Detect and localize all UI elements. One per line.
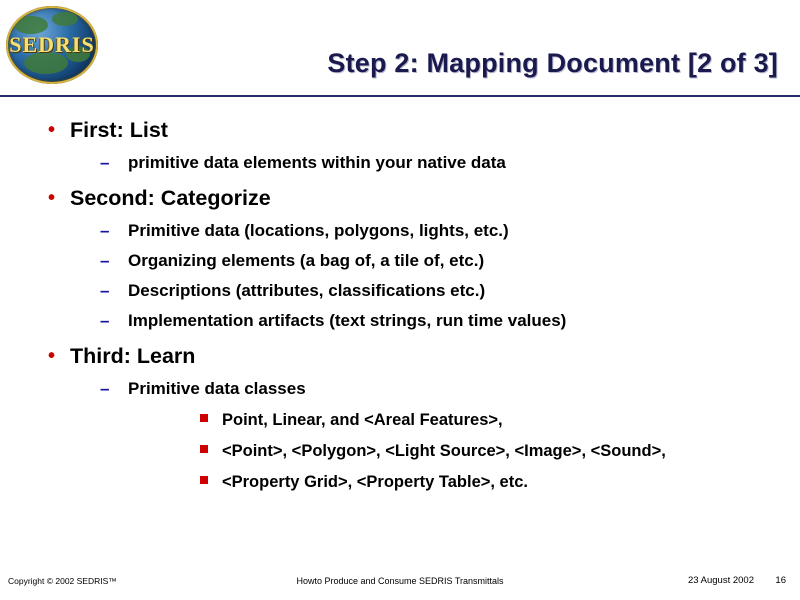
list-item-label: Implementation artifacts (text strings, run time values) bbox=[128, 311, 567, 330]
list-item-label: Primitive data classes bbox=[128, 379, 306, 398]
list-item-label: Primitive data (locations, polygons, lights, etc.) bbox=[128, 221, 509, 240]
list-item-label: primitive data elements within your native data bbox=[128, 153, 506, 172]
list-item bbox=[70, 309, 776, 332]
footer-copyright: Copyright © 2002 SEDRIS™ bbox=[8, 576, 117, 586]
list-item-label: <Property Grid>, <Property Table>, etc. bbox=[222, 473, 528, 491]
outline-sublist bbox=[70, 377, 776, 493]
list-item bbox=[70, 151, 776, 174]
bullet-dash-icon: – bbox=[100, 153, 110, 172]
bullet-dot-icon: • bbox=[48, 187, 56, 209]
list-item bbox=[128, 440, 776, 462]
outline-list bbox=[36, 116, 776, 493]
list-item-label: Descriptions (attributes, classifications etc.) bbox=[128, 281, 486, 300]
bullet-dot-icon: • bbox=[48, 119, 56, 141]
list-item bbox=[36, 116, 776, 174]
slide-footer bbox=[0, 560, 800, 600]
bullet-dash-icon: – bbox=[100, 251, 110, 270]
bullet-dot-icon: • bbox=[48, 345, 56, 367]
bullet-square-icon bbox=[200, 445, 208, 453]
list-item bbox=[36, 342, 776, 493]
page-title: Step 2: Mapping Document [2 of 3] bbox=[327, 48, 778, 78]
list-item-label: Second: Categorize bbox=[70, 186, 271, 210]
bullet-dash-icon: – bbox=[100, 281, 110, 300]
slide-body bbox=[36, 106, 776, 493]
bullet-dash-icon: – bbox=[100, 379, 110, 398]
footer-date: 23 August 2002 bbox=[687, 575, 754, 586]
outline-sublist bbox=[70, 219, 776, 332]
bullet-square-icon bbox=[200, 476, 208, 484]
bullet-dash-icon: – bbox=[100, 221, 110, 240]
bullet-square-icon bbox=[200, 414, 208, 422]
title-divider bbox=[0, 95, 800, 97]
list-item-label: First: List bbox=[70, 118, 168, 142]
list-item bbox=[70, 279, 776, 302]
list-item-label: <Point>, <Polygon>, <Light Source>, <Image>, <Sound>, bbox=[222, 442, 666, 460]
list-item bbox=[128, 471, 776, 493]
logo-wordmark: SEDRIS bbox=[9, 32, 95, 57]
list-item bbox=[70, 219, 776, 242]
footer-page-number: 16 bbox=[775, 575, 786, 586]
outline-sublist bbox=[70, 151, 776, 174]
list-item bbox=[36, 184, 776, 332]
list-item bbox=[70, 249, 776, 272]
list-item bbox=[70, 377, 776, 493]
outline-subsublist bbox=[128, 409, 776, 493]
list-item bbox=[128, 409, 776, 431]
bullet-dash-icon: – bbox=[100, 311, 110, 330]
slide-header bbox=[0, 0, 800, 96]
sedris-globe-logo bbox=[6, 6, 102, 86]
footer-presentation-title: Howto Produce and Consume SEDRIS Transmittals bbox=[296, 576, 504, 586]
list-item-label: Point, Linear, and <Areal Features>, bbox=[222, 411, 503, 429]
list-item-label: Third: Learn bbox=[70, 344, 196, 368]
list-item-label: Organizing elements (a bag of, a tile of, etc.) bbox=[128, 251, 485, 270]
